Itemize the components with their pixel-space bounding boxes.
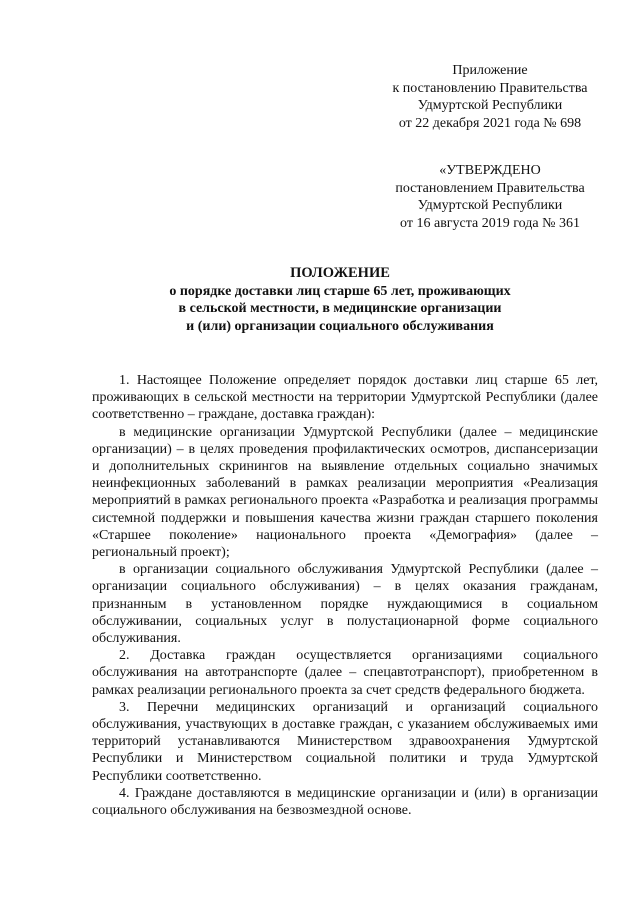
- title-line-1: о порядке доставки лиц старше 65 лет, проживающих: [169, 283, 511, 299]
- paragraph-4: 2. Доставка граждан осуществляется организациями социального обслуживания на автотранспорте (далее – спецавтотранспорт), приобретенном в рамках реализации регионального проекта за счет средств федерального бюджета.: [92, 648, 598, 698]
- approved-stamp: [370, 162, 610, 232]
- document-body: [92, 372, 598, 819]
- appendix-line-3: Удмуртской Республики: [417, 98, 563, 113]
- approved-line-3: Удмуртской Республики: [417, 198, 563, 213]
- appendix-line-4: от 22 декабря 2021 года № 698: [398, 115, 582, 131]
- appendix-header: [370, 62, 610, 132]
- appendix-line-1: Приложение: [452, 63, 528, 78]
- appendix-line-2: к постановлению Правительства: [392, 80, 588, 96]
- title-line-2: в сельской местности, в медицинские организации: [178, 301, 502, 316]
- paragraph-6: 4. Граждане доставляются в медицинские организации и (или) в организации социального обслуживания на безвозмездной основе.: [92, 785, 598, 819]
- paragraph-3: в организации социального обслуживания Удмуртской Республики (далее – организации социального обслуживания) – в целях оказания гражданам, признанным в установленном порядке нуждающимися в социальном обслуживании, социальных услуг в полустационарной форме социального обслуживания.: [92, 562, 598, 647]
- paragraph-1: 1. Настоящее Положение определяет порядок доставки лиц старше 65 лет, проживающих в сельской местности на территории Удмуртской Республики (далее соответственно – граждане, доставка граждан):: [92, 373, 598, 423]
- paragraph-5: 3. Перечни медицинских организаций и организаций социального обслуживания, участвующих в доставке граждан, с указанием обслуживаемых ими территорий устанавливаются Министерством здравоохранения Удмуртской Республики и Министерством социальной политики и труда Удмуртской Республики соответственно.: [92, 699, 598, 784]
- approved-line-2: постановлением Правительства: [395, 180, 585, 196]
- paragraph-2: в медицинские организации Удмуртской Республики (далее – медицинские организации) – в целях проведения профилактических осмотров, диспансеризации и дополнительных скринингов на выявление отдельных социально значимых неинфекционных заболеваний в рамках реализации мероприятия «Реализация мероприятий в рамках регионального проекта «Разработка и реализация программы системной поддержки и повышения качества жизни граждан старшего поколения «Старшее поколение» национального проекта «Демография» (далее – региональный проект);: [92, 424, 598, 561]
- document-title: [100, 265, 580, 335]
- title-heading: ПОЛОЖЕНИЕ: [290, 265, 390, 281]
- title-line-3: и (или) организации социального обслуживания: [186, 318, 494, 334]
- approved-line-1: «УТВЕРЖДЕНО: [439, 163, 541, 178]
- approved-line-4: от 16 августа 2019 года № 361: [400, 215, 580, 231]
